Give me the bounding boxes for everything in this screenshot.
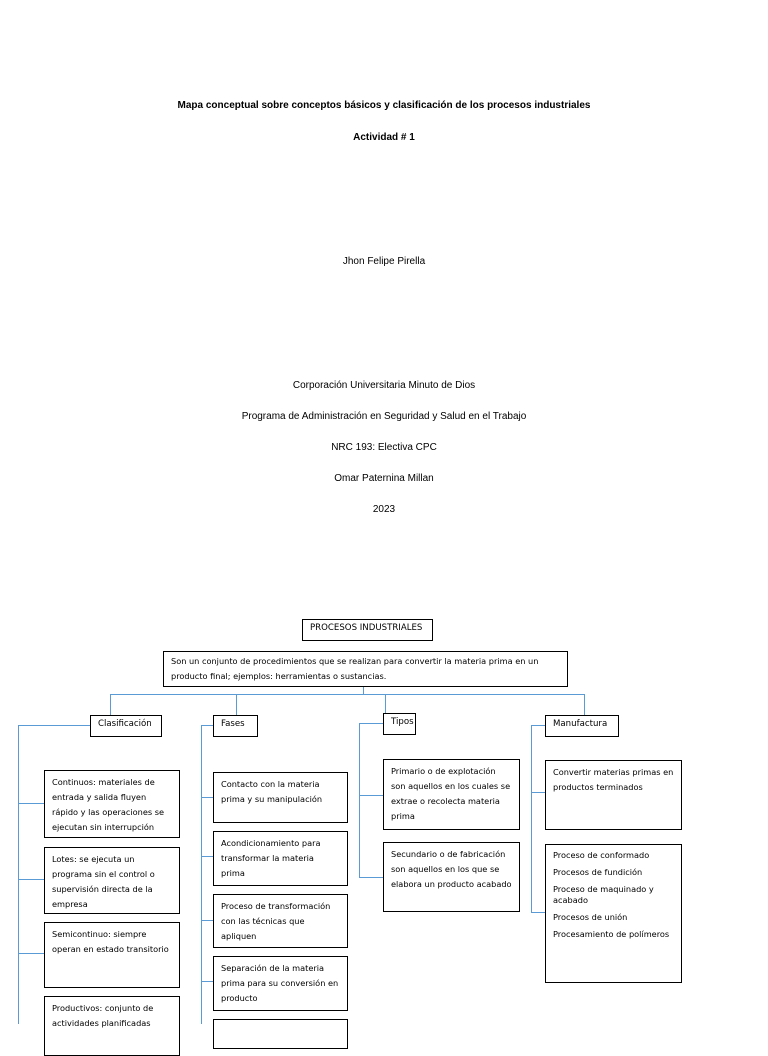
document-title: Mapa conceptual sobre conceptos básicos y clasificación de los procesos industriales xyxy=(177,100,591,111)
fases-item: Contacto con la materia prima y su manipulación xyxy=(213,772,348,823)
manufactura-process: Procesos de unión xyxy=(553,912,628,922)
nrc-label: NRC 193: Electiva CPC xyxy=(331,442,437,453)
activity-label: Actividad # 1 xyxy=(353,132,415,143)
category-tipos: Tipos xyxy=(383,713,416,735)
author-name: Jhon Felipe Pirella xyxy=(342,256,426,267)
clasificacion-item: Continuos: materiales de entrada y salida fluyen rápido y las operaciones se ejecutan sin interrupción xyxy=(44,770,180,838)
teacher-name: Omar Paternina Millan xyxy=(334,473,434,484)
category-clasificacion: Clasificación xyxy=(90,715,162,737)
category-fases: Fases xyxy=(213,715,258,737)
category-manufactura: Manufactura xyxy=(545,715,619,737)
clasificacion-item: Lotes: se ejecuta un programa sin el control o supervisión directa de la empresa xyxy=(44,847,180,914)
fases-item: Proceso de transformación con las técnicas que apliquen xyxy=(213,894,348,948)
manufactura-process: Procesamiento de polímeros xyxy=(553,929,670,939)
manufactura-description: Convertir materias primas en productos terminados xyxy=(545,760,682,830)
tipos-item: Secundario o de fabricación son aquellos en los que se elabora un producto acabado xyxy=(383,842,520,912)
root-node: PROCESOS INDUSTRIALES xyxy=(302,619,433,641)
institution-name: Corporación Universitaria Minuto de Dios xyxy=(292,380,476,391)
manufactura-process-list xyxy=(545,844,682,983)
year-label: 2023 xyxy=(372,504,396,515)
clasificacion-item: Productivos: conjunto de actividades planificadas xyxy=(44,996,180,1056)
fases-item: Separación de la materia prima para su conversión en producto xyxy=(213,956,348,1011)
fases-item: Acondicionamiento para transformar la materia prima xyxy=(213,831,348,886)
manufactura-process: Procesos de fundición xyxy=(553,867,643,877)
program-name: Programa de Administración en Seguridad y Salud en el Trabajo xyxy=(241,411,527,422)
tipos-item: Primario o de explotación son aquellos en los cuales se extrae o recolecta materia prima xyxy=(383,759,520,830)
clasificacion-item: Semicontinuo: siempre operan en estado transitorio xyxy=(44,922,180,988)
manufactura-process: Proceso de maquinado y acabado xyxy=(553,884,654,905)
manufactura-process: Proceso de conformado xyxy=(553,850,650,860)
definition-node: Son un conjunto de procedimientos que se realizan para convertir la materia prima en un producto final; ejemplos: herramientas o sustancias. xyxy=(163,651,568,687)
